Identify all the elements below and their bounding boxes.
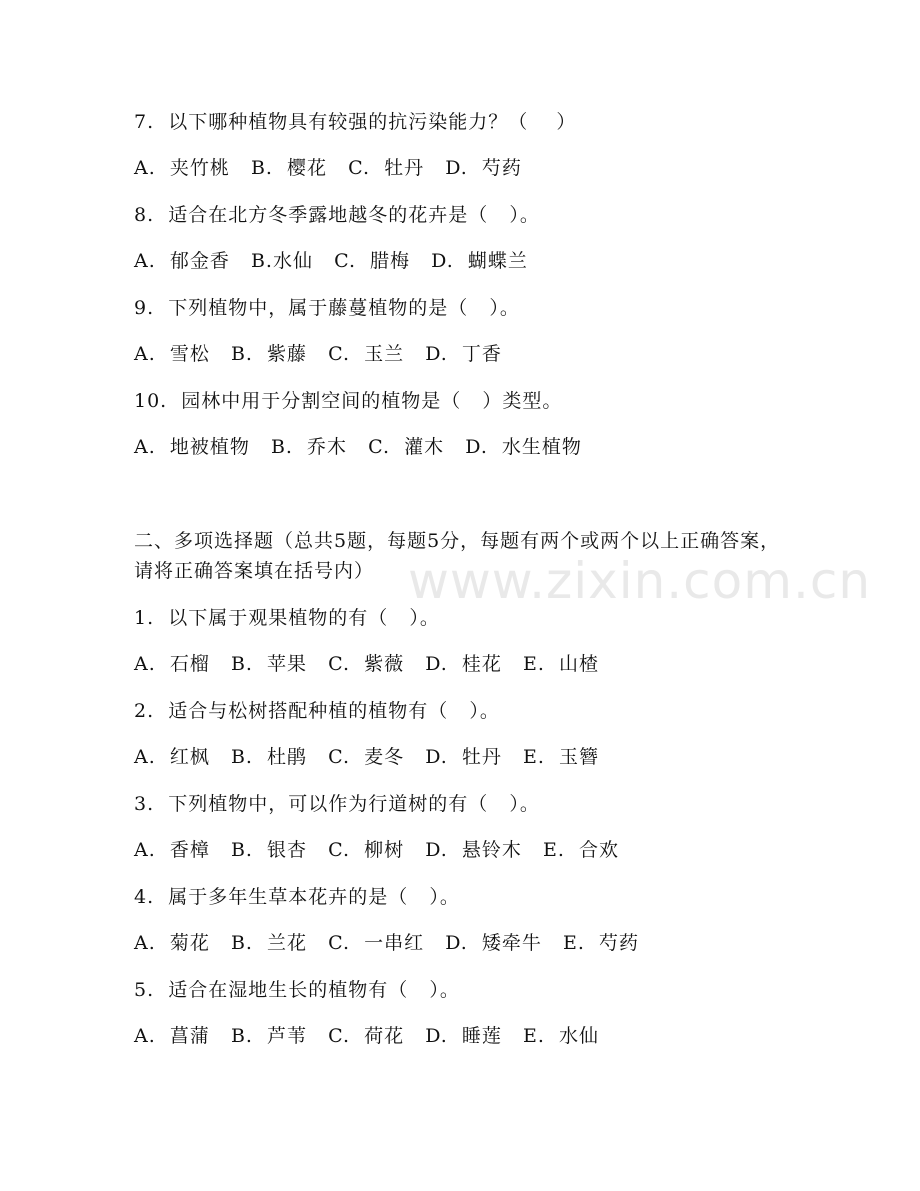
mc-options-2: A. 红枫 B. 杜鹃 C. 麦冬 D. 牡丹 E. 玉簪 <box>134 746 600 768</box>
question-9: 9. 下列植物中，属于藤蔓植物的是（ ）。 <box>134 297 520 319</box>
options-9: A. 雪松 B. 紫藤 C. 玉兰 D. 丁香 <box>134 343 502 365</box>
question-10: 10. 园林中用于分割空间的植物是（ ）类型。 <box>134 390 563 412</box>
watermark-text: www.zixin.com.cn <box>408 552 872 610</box>
mc-question-5: 5. 适合在湿地生长的植物有（ ）。 <box>134 979 460 1001</box>
mc-question-4: 4. 属于多年生草本花卉的是（ ）。 <box>134 886 460 908</box>
mc-question-1: 1. 以下属于观果植物的有（ ）。 <box>134 607 440 629</box>
options-7: A. 夹竹桃 B. 樱花 C. 牡丹 D. 芍药 <box>134 157 522 179</box>
mc-options-4: A. 菊花 B. 兰花 C. 一串红 D. 矮牵牛 E. 芍药 <box>134 932 640 954</box>
mc-question-2: 2. 适合与松树搭配种植的植物有（ ）。 <box>134 700 500 722</box>
question-7: 7. 以下哪种植物具有较强的抗污染能力？（ ） <box>134 111 577 133</box>
mc-question-3: 3. 下列植物中，可以作为行道树的有（ ）。 <box>134 793 540 815</box>
options-10: A. 地被植物 B. 乔木 C. 灌木 D. 水生植物 <box>134 436 582 458</box>
question-8: 8. 适合在北方冬季露地越冬的花卉是（ ）。 <box>134 204 540 226</box>
section-heading-multiple-choice: 二、多项选择题（总共5题，每题5分，每题有两个或两个以上正确答案，请将正确答案填在括号内） <box>134 530 781 582</box>
mc-options-5: A. 菖蒲 B. 芦苇 C. 荷花 D. 睡莲 E. 水仙 <box>134 1025 600 1047</box>
options-8: A. 郁金香 B.水仙 C. 腊梅 D. 蝴蝶兰 <box>134 250 528 272</box>
mc-options-1: A. 石榴 B. 苹果 C. 紫薇 D. 桂花 E. 山楂 <box>134 653 600 675</box>
mc-options-3: A. 香樟 B. 银杏 C. 柳树 D. 悬铃木 E. 合欢 <box>134 839 620 861</box>
